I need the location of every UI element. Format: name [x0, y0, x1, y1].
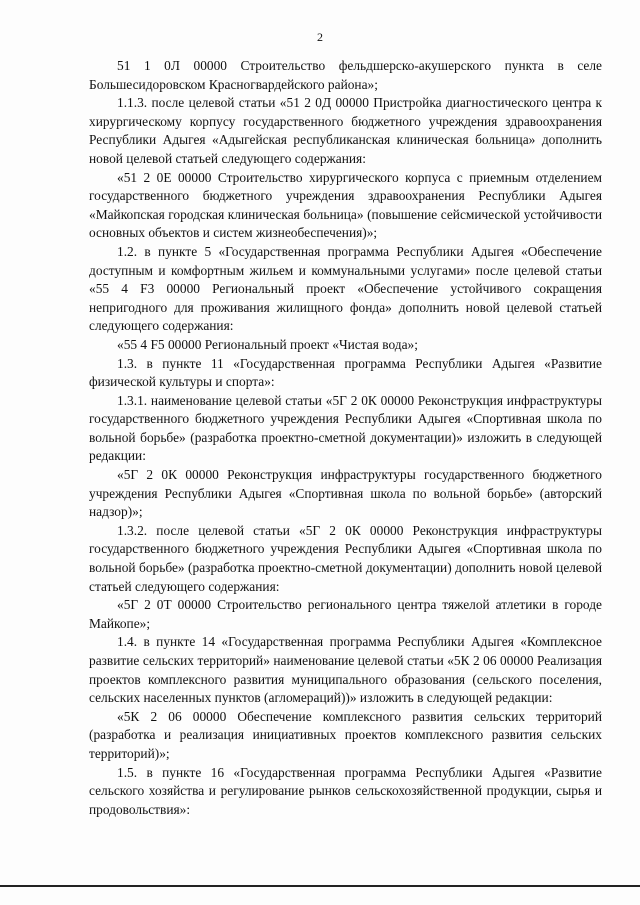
paragraph: 1.4. в пункте 14 «Государственная программа Республики Адыгея «Комплексное развитие сельских территорий» наименование целевой статьи «5К 2 06 00000 Реализация проектов комплексного развития муниципального образования (сельского поселения, сельских населенных пунктов (агломераций))» изложить в следующей редакции: — [89, 634, 602, 706]
paragraph: 1.5. в пункте 16 «Государственная программа Республики Адыгея «Развитие сельского хозяйства и регулирование рынков сельскохозяйственной продукции, сырья и продовольствия»: — [89, 764, 602, 817]
paragraph: 1.2. в пункте 5 «Государственная программа Республики Адыгея «Обеспечение доступным и комфортным жильем и коммунальными услугами» после целевой статьи «55 4 F3 00000 Региональный проект «Обеспечение устойчивого сокращения непригодного для проживания жилищного фонда» дополнить новой целевой статьей следующего содержания: — [89, 243, 602, 334]
paragraph: 1.3.2. после целевой статьи «5Г 2 0К 00000 Реконструкция инфраструктуры государственного бюджетного учреждения Республики Адыгея «Спортивная школа по вольной борьбе» (разработка проектно-сметной документации) дополнить новой целевой статьей следующего содержания: — [89, 522, 602, 594]
document-body — [89, 57, 602, 819]
scan-bottom-edge — [0, 885, 640, 887]
paragraph: «5Г 2 0К 00000 Реконструкция инфраструктуры государственного бюджетного учреждения Республики Адыгея «Спортивная школа по вольной борьбе» (авторский надзор)»; — [89, 467, 602, 520]
paragraph: «5Г 2 0Т 00000 Строительство регионального центра тяжелой атлетики в городе Майкопе»; — [89, 597, 602, 631]
paragraph: 1.3. в пункте 11 «Государственная программа Республики Адыгея «Развитие физической культуры и спорта»: — [89, 355, 602, 390]
paragraph: «51 2 0Е 00000 Строительство хирургического корпуса с приемным отделением государственного бюджетного учреждения здравоохранения Республики Адыгея «Майкопская городская клиническая больница» (повышение сейсмической устойчивости основных объектов и систем жизнеобеспечения)»; — [89, 169, 602, 241]
paragraph: 51 1 0Л 00000 Строительство фельдшерско-акушерского пункта в селе Большесидоровском Красногвардейского района»; — [89, 58, 602, 92]
paragraph: 1.3.1. наименование целевой статьи «5Г 2 0К 00000 Реконструкция инфраструктуры государственного бюджетного учреждения Республики Адыгея «Спортивная школа по вольной борьбе» (разработка проектно-сметной документации)» изложить в следующей редакции: — [89, 392, 602, 464]
page-number: 2 — [317, 30, 323, 44]
paragraph: «55 4 F5 00000 Региональный проект «Чистая вода»; — [117, 336, 418, 352]
paragraph: 1.1.3. после целевой статьи «51 2 0Д 00000 Пристройка диагностического центра к хирургическому корпусу государственного бюджетного учреждения здравоохранения Республики Адыгея «Адыгейская республиканская клиническая больница» дополнить новой целевой статьей следующего содержания: — [89, 95, 602, 166]
paragraph: «5К 2 06 00000 Обеспечение комплексного развития сельских территорий (разработка и реализация инициативных проектов комплексного развития сельских территорий)»; — [89, 708, 602, 761]
